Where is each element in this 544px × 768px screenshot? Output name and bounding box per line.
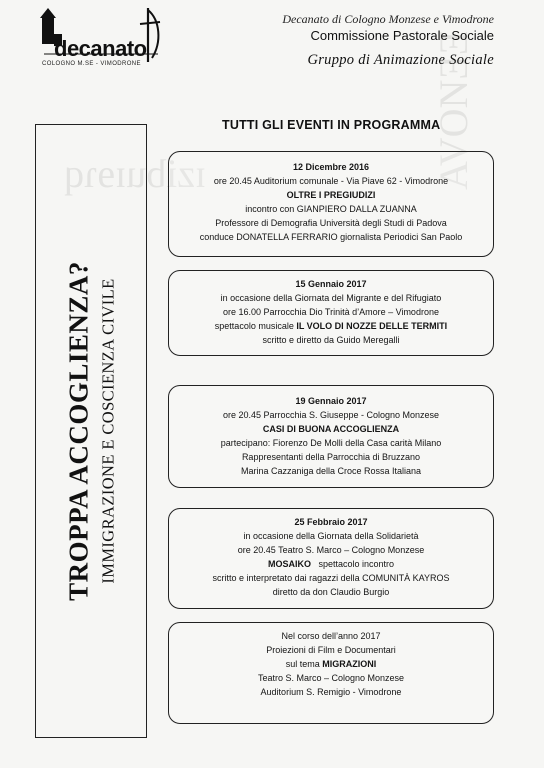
event-show-prefix: spettacolo musicale [214, 321, 297, 331]
event-banner [35, 124, 147, 738]
banner-subtitle: IMMIGRAZIONE E COSCIENZA CIVILE [98, 278, 118, 584]
header-block [282, 12, 494, 43]
event-detail: scritto e diretto da Guido Meregalli [262, 335, 400, 345]
bleed-through-ghost: AVONƎƎ [431, 30, 476, 190]
event-venue: ore 20.45 Auditorium comunale - Via Piave 62 - Vimodrone [213, 176, 449, 186]
event-detail: Proiezioni di Film e Documentari [266, 645, 396, 655]
event-title: IL VOLO DI NOZZE DELLE TERMITI [296, 321, 448, 331]
deanery-name: Decanato di Cologno Monzese e Vimodrone [282, 12, 494, 26]
event-detail: scritto e interpretato dai ragazzi della COMUNITÀ KAYROS [212, 573, 450, 583]
group-name: Gruppo di Animazione Sociale [307, 52, 494, 68]
event-detail: Rappresentanti della Parrocchia di Bruzzano [241, 452, 421, 462]
event-card [168, 270, 494, 356]
event-detail: Marina Cazzaniga della Croce Rossa Italiana [240, 466, 422, 476]
event-show [169, 557, 493, 571]
event-card [168, 385, 494, 488]
decanato-logo [36, 6, 166, 66]
event-occasion: in occasione della Giornata del Migrante e del Rifugiato [220, 293, 442, 303]
event-show-type: spettacolo incontro [318, 559, 395, 569]
logo-wordmark: decanato [54, 36, 147, 61]
event-venue: Teatro S. Marco – Cologno Monzese [257, 673, 405, 683]
event-venue: ore 16.00 Parrocchia Dio Trinità d’Amore – Vimodrone [223, 307, 439, 317]
event-title: CASI DI BUONA ACCOGLIENZA [262, 424, 400, 434]
event-detail: partecipano: Fiorenzo De Molli della Casa carità Milano [220, 438, 442, 448]
event-show [169, 319, 493, 333]
event-card [168, 622, 494, 724]
event-date: 25 Febbraio 2017 [294, 517, 368, 527]
commission-name: Commissione Pastorale Sociale [310, 28, 494, 43]
event-venue: Auditorium S. Remigio - Vimodrone [260, 687, 402, 697]
event-card [168, 151, 494, 257]
event-venue: ore 20.45 Teatro S. Marco – Cologno Monzese [237, 545, 425, 555]
event-detail: Professore di Demografia Università degli Studi di Padova [215, 218, 447, 228]
event-date: 19 Gennaio 2017 [295, 396, 367, 406]
banner-title: TROPPA ACCOGLIENZA? [63, 261, 94, 601]
event-title: MOSAIKO [267, 559, 311, 569]
program-title: TUTTI GLI EVENTI IN PROGRAMMA [222, 118, 441, 132]
event-period: Nel corso dell’anno 2017 [281, 631, 381, 641]
event-date: 12 Dicembre 2016 [292, 162, 370, 172]
event-speaker: incontro con GIANPIERO DALLA ZUANNA [245, 204, 417, 214]
event-title: OLTRE I PREGIUDIZI [286, 190, 376, 200]
logo-subtitle: COLOGNO M.SE - VIMODRONE [42, 61, 141, 67]
event-venue: ore 20.45 Parrocchia S. Giuseppe - Cologno Monzese [222, 410, 440, 420]
bleed-through-ghost: ɪzibuɪɘɿq [64, 151, 207, 196]
event-detail: conduce DONATELLA FERRARIO giornalista Periodici San Paolo [199, 232, 463, 242]
event-title: MIGRAZIONI [322, 659, 377, 669]
event-topic [169, 657, 493, 671]
event-occasion: in occasione della Giornata della Solidarietà [243, 531, 419, 541]
event-card [168, 508, 494, 609]
event-detail: diretto da don Claudio Burgio [272, 587, 390, 597]
event-date: 15 Gennaio 2017 [295, 279, 367, 289]
event-topic-prefix: sul tema [285, 659, 323, 669]
banner-text [64, 261, 119, 601]
